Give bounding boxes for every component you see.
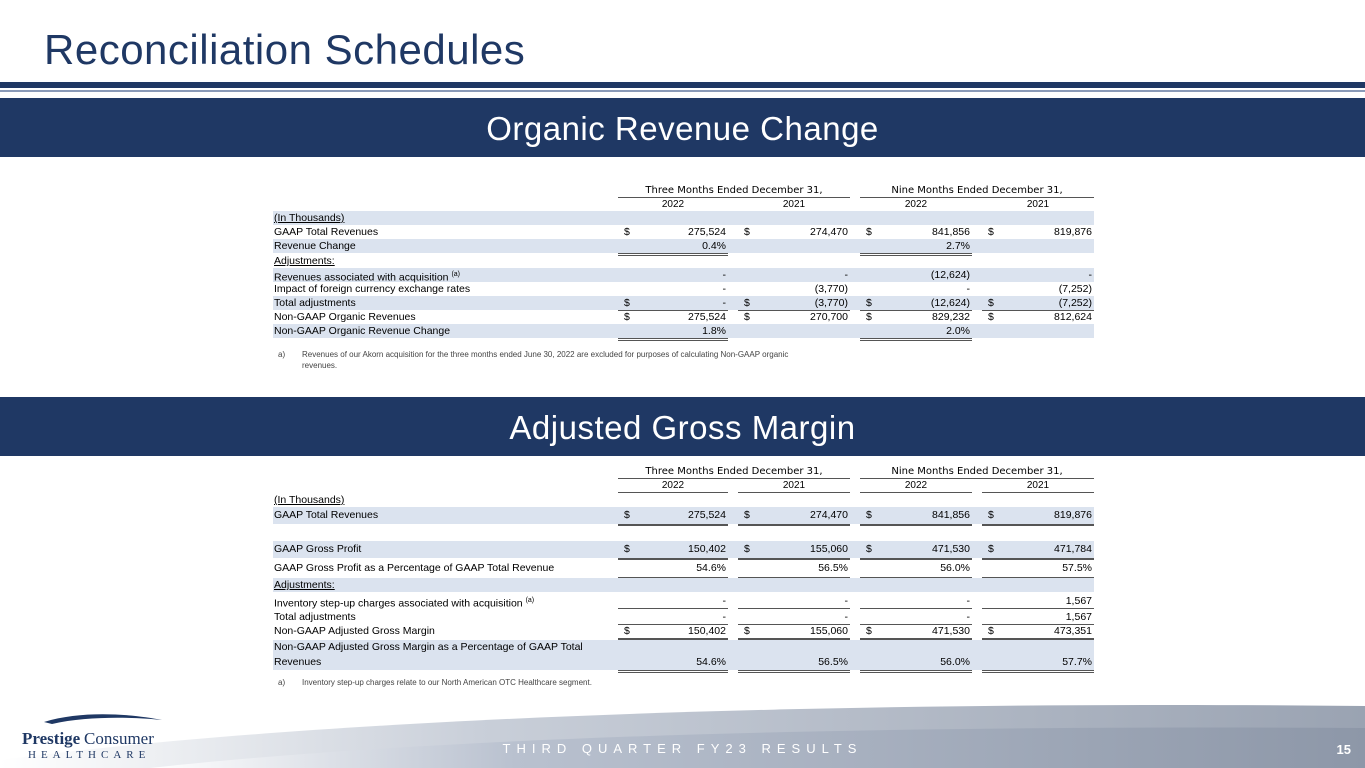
footnote-marker: a) [278,678,286,687]
dollar-sign: $ [866,226,872,238]
dollar-sign: $ [744,226,750,238]
year-header: 2022 [618,479,728,493]
cell-value: 270,700 [810,311,848,323]
table-row [273,310,1094,324]
cell-value: - [722,283,726,295]
cell-value: (3,770) [814,297,848,309]
cell-value: 150,402 [688,543,726,555]
cell-value: - [722,269,726,281]
dollar-sign: $ [866,625,872,637]
cell-value: 54.6% [696,562,726,574]
table-row [273,282,1094,296]
cell-value: - [722,297,726,309]
cell-value: 473,351 [1054,625,1092,637]
table-row [273,640,1094,670]
dollar-sign: $ [624,297,630,309]
table-row [273,211,1094,225]
cell-value: 57.7% [1062,656,1092,668]
footnote-text [302,349,862,371]
cell-value: 2.0% [946,325,970,337]
cell-value: (7,252) [1058,283,1092,295]
cell-value: 841,856 [932,226,970,238]
year-header: 2021 [738,479,850,493]
cell-value: 56.0% [940,656,970,668]
dollar-sign: $ [624,311,630,323]
table-row [273,296,1094,310]
row-label: Inventory step-up charges associated with acquisition [274,597,523,610]
header-nine-months: Nine Months Ended December 31, [860,184,1094,198]
table-row [273,268,1094,282]
cell-value: - [966,283,970,295]
table-row [273,578,1094,592]
table-row [273,610,1094,624]
dollar-sign: $ [988,543,994,555]
table-row [273,560,1094,577]
units-label: (In Thousands) [274,212,345,224]
cell-value: 155,060 [810,543,848,555]
cell-value: (12,624) [930,297,970,309]
table-row [273,254,1094,268]
dollar-sign: $ [988,311,994,323]
cell-value: 56.5% [818,562,848,574]
footnote-marker: a) [278,350,286,359]
dollar-sign: $ [988,625,994,637]
cell-value: 56.0% [940,562,970,574]
year-header: 2022 [860,198,972,212]
table-row [273,493,1094,507]
dollar-sign: $ [866,509,872,521]
cell-value: 819,876 [1054,226,1092,238]
row-label: Total adjustments [274,297,356,309]
year-header: 2021 [982,479,1094,493]
row-label: Non-GAAP Adjusted Gross Margin [274,625,435,637]
dollar-sign: $ [866,297,872,309]
title-rule [0,82,1365,88]
cell-value: - [844,611,848,623]
dollar-sign: $ [744,509,750,521]
row-label-line: Non-GAAP Adjusted Gross Margin as a Percentage of GAAP Total [274,641,583,653]
cell-value: 56.5% [818,656,848,668]
row-label: Total adjustments [274,611,356,623]
gross-margin-section-banner: Adjusted Gross Margin [0,397,1365,456]
cell-value: 57.5% [1062,562,1092,574]
dollar-sign: $ [866,543,872,555]
cell-value: 1,567 [1065,611,1092,623]
row-label [274,640,583,670]
table-row [273,239,1094,253]
cell-value: 471,530 [932,543,970,555]
footnote-line: Revenues of our Akorn acquisition for the three months ended June 30, 2022 are excluded for purposes of calculating Non-GAAP organic [302,350,789,359]
cell-value: 471,784 [1054,543,1092,555]
table-row [273,324,1094,338]
cell-value: 275,524 [688,226,726,238]
cell-value: - [722,595,726,607]
cell-value: (3,770) [814,283,848,295]
row-label: Revenue Change [274,240,356,252]
cell-value: 841,856 [932,509,970,521]
logo-text-prestige: Prestige [22,729,81,748]
header-three-months: Three Months Ended December 31, [618,184,850,198]
dollar-sign: $ [624,509,630,521]
cell-value: 54.6% [696,656,726,668]
row-label: GAAP Gross Profit [274,543,362,555]
header-nine-months: Nine Months Ended December 31, [860,465,1094,479]
dollar-sign: $ [988,509,994,521]
footnote-ref: (a) [525,597,535,604]
dollar-sign: $ [624,226,630,238]
dollar-sign: $ [744,311,750,323]
cell-value: 1,567 [1065,595,1092,607]
row-label: Adjustments: [274,579,335,591]
cell-value: - [966,595,970,607]
table-row [273,507,1094,524]
cell-value: 1.8% [702,325,726,337]
cell-value: 0.4% [702,240,726,252]
cell-value: 819,876 [1054,509,1092,521]
footer-wave [0,700,1365,768]
cell-value: - [844,595,848,607]
page-title: Reconciliation Schedules [44,26,526,73]
cell-value: 829,232 [932,311,970,323]
row-label-line: Revenues [274,656,322,668]
dollar-sign: $ [866,311,872,323]
cell-value: - [966,611,970,623]
cell-value: 150,402 [688,625,726,637]
dollar-sign: $ [744,297,750,309]
year-header: 2021 [738,198,850,212]
footnote-line: revenues. [302,361,338,370]
organic-revenue-table [273,184,1094,344]
organic-section-banner: Organic Revenue Change [0,98,1365,157]
cell-value: 275,524 [688,509,726,521]
row-label: GAAP Gross Profit as a Percentage of GAAP Total Revenue [274,562,555,574]
row-label: Revenues associated with acquisition [274,271,449,284]
cell-value: (12,624) [930,269,970,281]
cell-value: 155,060 [810,625,848,637]
table-row [273,594,1094,608]
footnote-ref: (a) [451,271,461,278]
row-label: Adjustments: [274,255,335,267]
row-label: Non-GAAP Organic Revenues [274,311,416,323]
page-number: 15 [1336,742,1351,757]
logo-text-healthcare: HEALTHCARE [28,749,151,761]
row-label: GAAP Total Revenues [274,226,379,238]
cell-value: 274,470 [810,226,848,238]
cell-value: 2.7% [946,240,970,252]
dollar-sign: $ [624,543,630,555]
footer-title: THIRD QUARTER FY23 RESULTS [502,741,863,756]
cell-value: 274,470 [810,509,848,521]
logo-text-consumer: Consumer [84,729,154,748]
dollar-sign: $ [744,625,750,637]
footnote-text: Inventory step-up charges relate to our North American OTC Healthcare segment. [302,678,592,687]
gross-margin-table [273,465,1094,675]
table-row [273,541,1094,558]
cell-value: 275,524 [688,311,726,323]
header-three-months: Three Months Ended December 31, [618,465,850,479]
prestige-consumer-healthcare-logo [22,712,172,762]
cell-value: 471,530 [932,625,970,637]
table-row [273,225,1094,239]
dollar-sign: $ [988,226,994,238]
title-rule-thin [0,90,1365,92]
dollar-sign: $ [624,625,630,637]
cell-value: - [844,269,848,281]
cell-value: (7,252) [1058,297,1092,309]
table-row [273,624,1094,638]
units-label: (In Thousands) [274,494,345,506]
row-label: Non-GAAP Organic Revenue Change [274,325,451,337]
year-header: 2022 [618,198,728,212]
year-header: 2021 [982,198,1094,212]
cell-value: 812,624 [1054,311,1092,323]
dollar-sign: $ [744,543,750,555]
cell-value: - [722,611,726,623]
row-label: Impact of foreign currency exchange rates [274,283,471,295]
cell-value: - [1088,269,1092,281]
row-label: GAAP Total Revenues [274,509,379,521]
year-header: 2022 [860,479,972,493]
dollar-sign: $ [988,297,994,309]
